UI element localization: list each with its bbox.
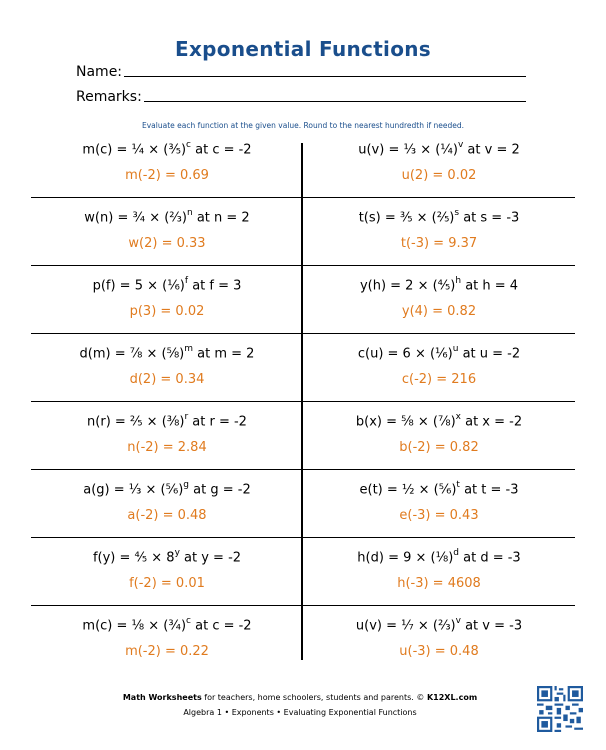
problem-cell-left [31, 266, 303, 333]
problem-row [31, 266, 575, 334]
function-definition: w(n) = ¾ × (⅔) [84, 210, 187, 226]
problem-grid [31, 130, 575, 673]
qr-code-icon [537, 686, 583, 732]
problem-question [31, 345, 303, 361]
answer: a(-2) = 0.48 [127, 508, 207, 523]
problem-question [303, 549, 575, 565]
problem-cell-right [303, 198, 575, 265]
exponent: d [453, 548, 459, 558]
function-definition: c(u) = 6 × (⅙) [357, 346, 453, 362]
answer: u(-3) = 0.48 [399, 644, 479, 659]
problem-row [31, 538, 575, 606]
problem-cell-left [31, 402, 303, 469]
footer-tagline: for teachers, home schoolers, students and parents. © [201, 693, 427, 702]
problem-question [31, 617, 303, 633]
footer-brand: Math Worksheets [122, 693, 202, 702]
function-definition: d(m) = ⅞ × (⅝) [79, 346, 185, 362]
evaluation-point: at v = -3 [460, 618, 523, 634]
answer: h(-3) = 4608 [397, 576, 481, 591]
exponent: r [184, 412, 189, 422]
exponent: f [184, 276, 189, 286]
function-definition: f(y) = ⅘ × 8 [92, 550, 175, 566]
exponent: u [452, 344, 459, 354]
answer: n(-2) = 2.84 [127, 440, 207, 455]
problem-question [303, 277, 575, 293]
answer: m(-2) = 0.22 [125, 644, 209, 659]
problem-question [31, 481, 303, 497]
problem-question [31, 413, 303, 429]
problem-question [303, 141, 575, 157]
function-definition: u(v) = ⅐ × (⅔) [355, 618, 456, 634]
worksheet-title: Exponential Functions [175, 37, 431, 61]
answer: t(-3) = 9.37 [400, 236, 478, 251]
function-definition: h(d) = 9 × (⅛) [357, 550, 454, 566]
column-divider [301, 143, 303, 660]
evaluation-point: at s = -3 [459, 210, 520, 226]
problem-question [303, 617, 575, 633]
evaluation-point: at c = -2 [190, 618, 252, 634]
function-definition: a(g) = ⅓ × (⅚) [83, 482, 184, 498]
answer: d(2) = 0.34 [129, 372, 205, 387]
evaluation-point: at n = 2 [192, 210, 250, 226]
exponent: m [184, 344, 194, 354]
exponent: c [186, 140, 191, 150]
answer: m(-2) = 0.69 [125, 168, 209, 183]
remarks-field[interactable] [76, 89, 526, 105]
exponent: n [186, 208, 193, 218]
instructions: Evaluate each function at the given value. Round to the nearest hundredth if needed. [142, 121, 464, 130]
name-field[interactable] [76, 64, 526, 80]
function-definition: m(c) = ⅛ × (¾) [82, 618, 187, 634]
answer: p(3) = 0.02 [129, 304, 205, 319]
problem-cell-right [303, 606, 575, 673]
function-definition: m(c) = ¼ × (⅗) [82, 142, 187, 158]
answer: u(2) = 0.02 [401, 168, 477, 183]
problem-cell-left [31, 130, 303, 197]
problem-cell-left [31, 606, 303, 673]
evaluation-point: at h = 4 [461, 278, 519, 294]
problem-question [31, 549, 303, 565]
answer: w(2) = 0.33 [128, 236, 206, 251]
problem-row [31, 606, 575, 673]
problem-cell-left [31, 538, 303, 605]
exponent: x [455, 412, 461, 422]
name-line [124, 75, 526, 77]
problem-row [31, 402, 575, 470]
problem-question [303, 413, 575, 429]
problem-row [31, 130, 575, 198]
evaluation-point: at c = -2 [190, 142, 252, 158]
name-label: Name: [76, 64, 123, 80]
problem-question [303, 209, 575, 225]
exponent: t [456, 480, 460, 490]
answer: e(-3) = 0.43 [399, 508, 479, 523]
problem-cell-right [303, 538, 575, 605]
remarks-label: Remarks: [76, 89, 142, 105]
exponent: v [457, 140, 464, 150]
problem-cell-right [303, 470, 575, 537]
exponent: v [455, 616, 461, 626]
problem-row [31, 470, 575, 538]
evaluation-point: at t = -3 [459, 482, 519, 498]
function-definition: e(t) = ½ × (⅚) [359, 482, 457, 498]
function-definition: t(s) = ⅗ × (⅖) [358, 210, 455, 226]
problem-cell-left [31, 198, 303, 265]
problem-row [31, 334, 575, 402]
problem-cell-left [31, 334, 303, 401]
exponent: h [455, 276, 462, 286]
evaluation-point: at x = -2 [460, 414, 523, 430]
exponent: c [186, 616, 191, 626]
exponent: y [174, 548, 180, 558]
function-definition: y(h) = 2 × (⅘) [359, 278, 456, 294]
evaluation-point: at y = -2 [179, 550, 242, 566]
footer-credit [0, 693, 600, 702]
problem-question [31, 209, 303, 225]
evaluation-point: at v = 2 [463, 142, 520, 158]
answer: y(4) = 0.82 [401, 304, 477, 319]
evaluation-point: at u = -2 [458, 346, 521, 362]
remarks-line [144, 100, 526, 102]
answer: f(-2) = 0.01 [129, 576, 205, 591]
problem-cell-right [303, 130, 575, 197]
exponent: g [183, 480, 190, 490]
problem-question [31, 141, 303, 157]
evaluation-point: at m = 2 [193, 346, 255, 362]
answer: b(-2) = 0.82 [399, 440, 479, 455]
evaluation-point: at d = -3 [458, 550, 521, 566]
footer-site[interactable]: K12XL.com [426, 693, 478, 702]
exponent: s [454, 208, 460, 218]
problem-question [31, 277, 303, 293]
problem-cell-right [303, 266, 575, 333]
problem-cell-right [303, 334, 575, 401]
function-definition: n(r) = ⅖ × (⅜) [87, 414, 185, 430]
problem-cell-right [303, 402, 575, 469]
function-definition: b(x) = ⅝ × (⅞) [355, 414, 456, 430]
function-definition: u(v) = ⅓ × (¼) [358, 142, 458, 158]
problem-question [303, 345, 575, 361]
answer: c(-2) = 216 [401, 372, 477, 387]
problem-question [303, 481, 575, 497]
function-definition: p(f) = 5 × (⅙) [92, 278, 185, 294]
footer-breadcrumb: Algebra 1 • Exponents • Evaluating Exponential Functions [183, 708, 417, 717]
evaluation-point: at r = -2 [188, 414, 247, 430]
problem-row [31, 198, 575, 266]
evaluation-point: at f = 3 [188, 278, 242, 294]
problem-cell-left [31, 470, 303, 537]
evaluation-point: at g = -2 [189, 482, 251, 498]
